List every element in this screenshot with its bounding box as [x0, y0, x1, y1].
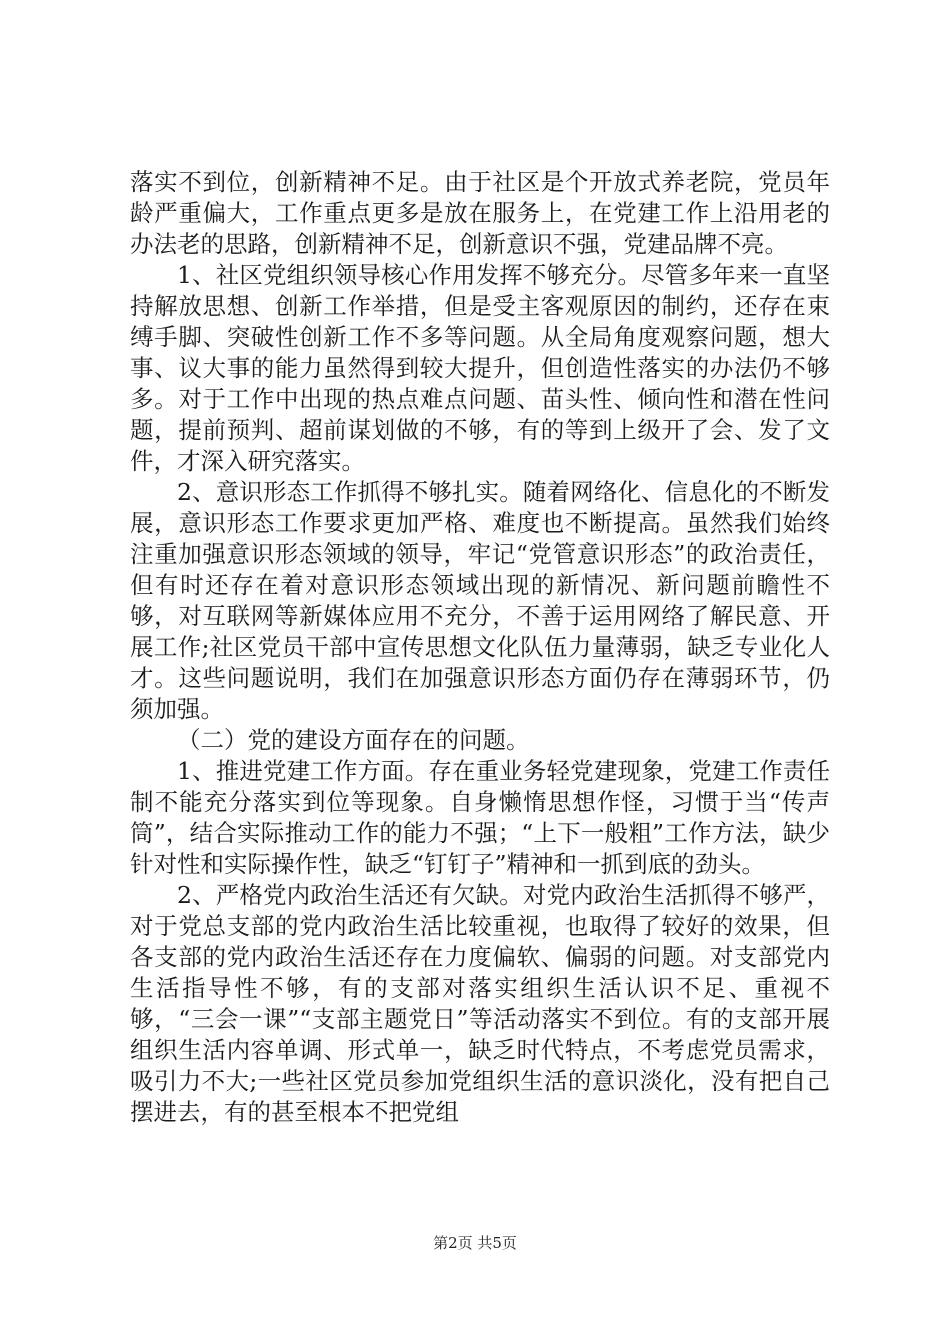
paragraph-item-1-party-leadership: 1、社区党组织领导核心作用发挥不够充分。尽管多年来一直坚持解放思想、创新工作举措，但是受主客观原因的制约，还存在束缚手脚、突破性创新工作不多等问题。从全局角度观察问题，想大事、议大事的能力虽然得到较大提升，但创造性落实的办法仍不够多。对于工作中出现的热点难点问题、苗头性、倾向性和潜在性问题，提前预判、超前谋划做的不够，有的等到上级开了会、发了文件，才深入研究落实。: [130, 261, 830, 475]
section-heading-party-building: （二）党的建设方面存在的问题。: [177, 726, 530, 754]
page-footer: 第2页 共5页: [433, 1234, 517, 1252]
paragraph-item-2-political-life: 2、严格党内政治生活还有欠缺。对党内政治生活抓得不够严，对于党总支部的党内政治生活比较重视，也取得了较好的效果，但各支部的党内政治生活还存在力度偏软、偏弱的问题。对支部党内生活指导性不够，有的支部对落实组织生活认识不足、重视不够，“三会一课”“支部主题党日”等活动落实不到位。有的支部开展组织生活内容单调、形式单一，缺乏时代特点，不考虑党员需求，吸引力不大;一些社区党员参加党组织生活的意识淡化，没有把自己摆进去，有的甚至根本不把党组: [130, 881, 830, 1126]
paragraph-item-1-party-building-work: 1、推进党建工作方面。存在重业务轻党建现象，党建工作责任制不能充分落实到位等现象。自身懒惰思想作怪，习惯于当“传声筒”，结合实际推动工作的能力不强；“上下一般粗”工作方法，缺少针对性和实际操作性，缺乏“钉钉子”精神和一抓到底的劲头。: [130, 757, 830, 878]
document-body: [130, 167, 830, 1128]
paragraph-continuation: 落实不到位，创新精神不足。由于社区是个开放式养老院，党员年龄严重偏大，工作重点更多是放在服务上，在党建工作上沿用老的办法老的思路，创新精神不足，创新意识不强，党建品牌不亮。: [130, 168, 830, 258]
paragraph-item-2-ideology-work: 2、意识形态工作抓得不够扎实。随着网络化、信息化的不断发展，意识形态工作要求更加严格、难度也不断提高。虽然我们始终注重加强意识形态领域的领导，牢记“党管意识形态”的政治责任，但有时还存在着对意识形态领域出现的新情况、新问题前瞻性不够，对互联网等新媒体应用不充分，不善于运用网络了解民意、开展工作;社区党员干部中宣传思想文化队伍力量薄弱，缺乏专业化人才。这些问题说明，我们在加强意识形态方面仍存在薄弱环节，仍须加强。: [130, 478, 830, 723]
